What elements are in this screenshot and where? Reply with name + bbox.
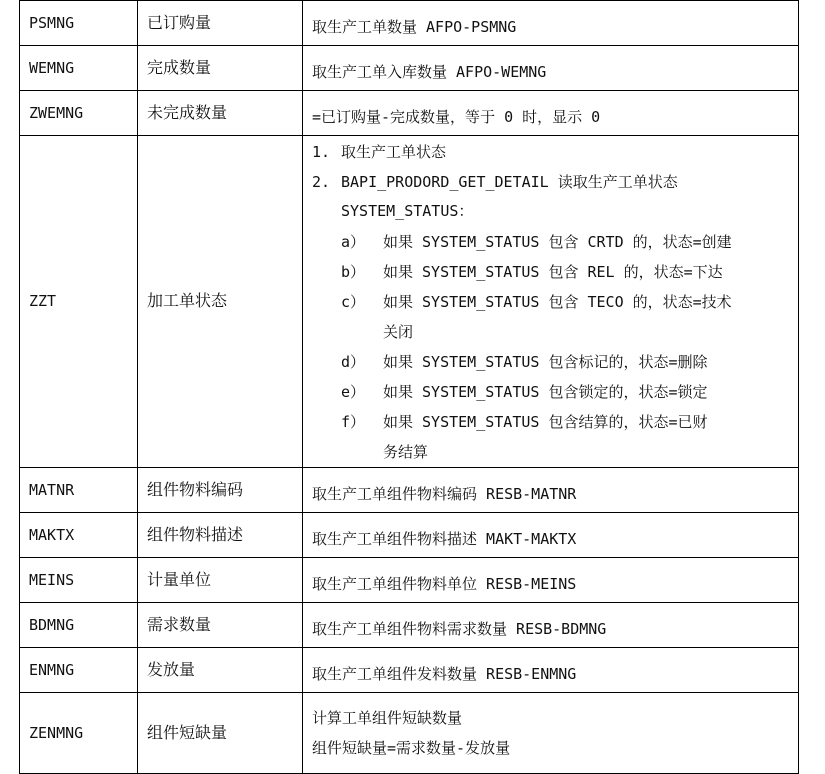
- field-description: 组件物料描述: [138, 512, 303, 557]
- table-row: [20, 512, 799, 557]
- field-name: ZZT: [20, 136, 138, 468]
- table-row: [20, 602, 799, 647]
- sub-list-item-continuation: 关闭: [383, 322, 414, 341]
- field-name: MAKTX: [20, 512, 138, 557]
- field-name: ZWEMNG: [20, 91, 138, 136]
- sub-list-item: a） 如果 SYSTEM_STATUS 包含 CRTD 的，状态=创建: [341, 232, 732, 251]
- field-name: WEMNG: [20, 46, 138, 91]
- table-row: [20, 467, 799, 512]
- sub-list-item: b） 如果 SYSTEM_STATUS 包含 REL 的，状态=下达: [341, 262, 723, 281]
- field-logic: 取生产工单入库数量 AFPO-WEMNG: [303, 46, 799, 91]
- field-logic: 取生产工单组件物料编码 RESB-MATNR: [303, 467, 799, 512]
- table-row: [20, 1, 799, 46]
- table-row: [20, 692, 799, 773]
- sub-list-item: d） 如果 SYSTEM_STATUS 包含标记的，状态=删除: [341, 352, 708, 371]
- field-logic: [303, 692, 799, 773]
- field-logic: 取生产工单数量 AFPO-PSMNG: [303, 1, 799, 46]
- field-description: 组件物料编码: [138, 467, 303, 512]
- field-name: ZENMNG: [20, 692, 138, 773]
- list-item: 1. 取生产工单状态: [312, 143, 447, 161]
- field-logic: =已订购量-完成数量，等于 0 时，显示 0: [303, 91, 799, 136]
- list-item: 2. BAPI_PRODORD_GET_DETAIL 读取生产工单状态: [312, 172, 678, 191]
- field-spec-table: [19, 0, 799, 774]
- logic-line: 组件短缺量=需求数量-发放量: [312, 738, 511, 757]
- sub-list-item: e） 如果 SYSTEM_STATUS 包含锁定的，状态=锁定: [341, 382, 708, 401]
- sub-list-item: f） 如果 SYSTEM_STATUS 包含结算的，状态=已财: [341, 412, 708, 431]
- sub-list-item-continuation: 务结算: [383, 442, 429, 461]
- field-description: 完成数量: [138, 46, 303, 91]
- table-row: [20, 46, 799, 91]
- field-name: ENMNG: [20, 647, 138, 692]
- table-row: [20, 647, 799, 692]
- field-description: 加工单状态: [138, 136, 303, 468]
- logic-line: 计算工单组件短缺数量: [312, 708, 463, 727]
- list-item-continuation: SYSTEM_STATUS：: [341, 202, 474, 220]
- field-description: 未完成数量: [138, 91, 303, 136]
- field-description: 需求数量: [138, 602, 303, 647]
- sub-list-item: c） 如果 SYSTEM_STATUS 包含 TECO 的，状态=技术: [341, 292, 732, 311]
- field-logic: 取生产工单组件物料需求数量 RESB-BDMNG: [303, 602, 799, 647]
- table-row: [20, 136, 799, 468]
- table-row: [20, 91, 799, 136]
- field-name: MATNR: [20, 467, 138, 512]
- field-description: 发放量: [138, 647, 303, 692]
- table-row: [20, 557, 799, 602]
- field-name: PSMNG: [20, 1, 138, 46]
- field-logic: 取生产工单组件物料描述 MAKT-MAKTX: [303, 512, 799, 557]
- field-name: MEINS: [20, 557, 138, 602]
- field-logic: [303, 136, 799, 468]
- field-description: 已订购量: [138, 1, 303, 46]
- field-name: BDMNG: [20, 602, 138, 647]
- field-description: 计量单位: [138, 557, 303, 602]
- field-logic: 取生产工单组件物料单位 RESB-MEINS: [303, 557, 799, 602]
- field-logic: 取生产工单组件发料数量 RESB-ENMNG: [303, 647, 799, 692]
- field-description: 组件短缺量: [138, 692, 303, 773]
